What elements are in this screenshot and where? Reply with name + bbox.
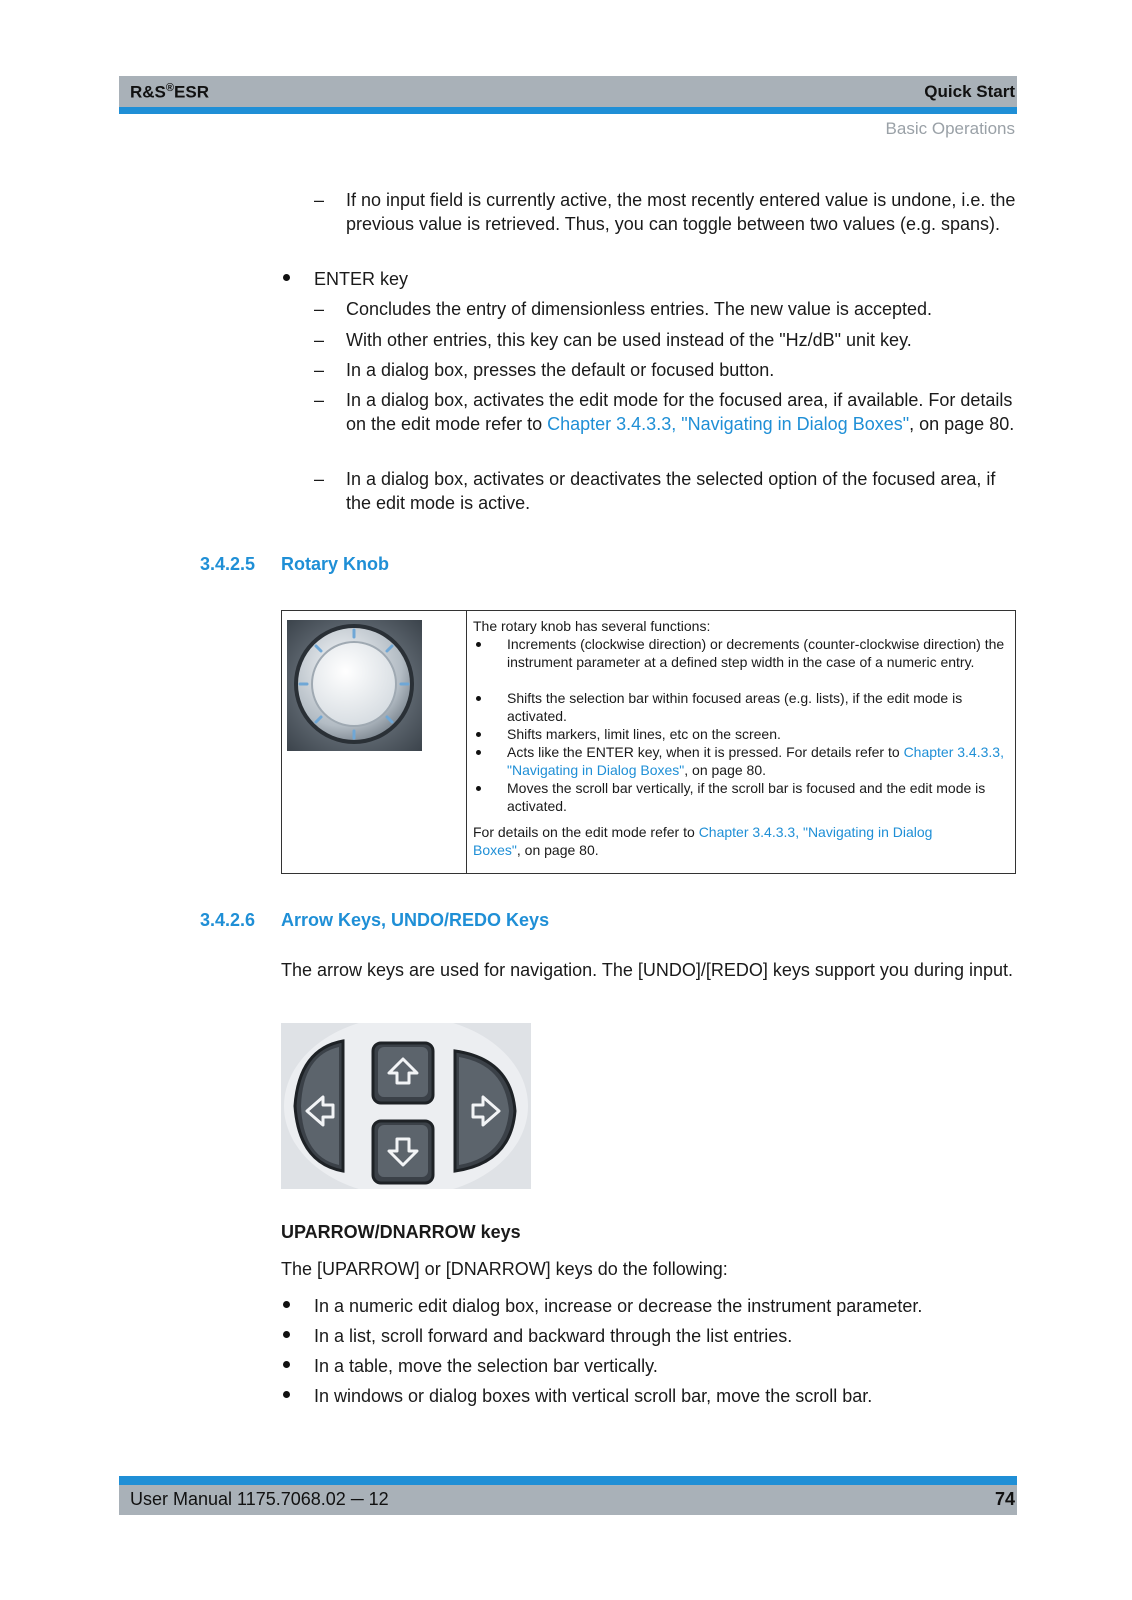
rotary-knob-table (281, 610, 1016, 874)
list-item: Concludes the entry of dimensionless entries. The new value is accepted. (346, 299, 932, 319)
dash-marker: – (314, 330, 325, 350)
dash-marker: – (314, 299, 325, 319)
chapter-link[interactable]: Chapter 3.4.3.3, "Navigating in Dialog Boxes" (473, 824, 933, 858)
chapter-link[interactable]: Chapter 3.4.3.3, "Navigating in Dialog Boxes" (507, 744, 1004, 778)
list-item: In a table, move the selection bar vertically. (314, 1356, 658, 1376)
footer-accent-line (119, 1476, 1017, 1485)
section-heading: Rotary Knob (281, 554, 389, 574)
bullet-icon (283, 1361, 290, 1368)
chapter-link[interactable]: Chapter 3.4.3.3, "Navigating in Dialog Boxes" (547, 414, 910, 434)
section-title: Quick Start (924, 82, 1015, 101)
dash-marker: – (314, 190, 325, 210)
enter-key-label: ENTER key (314, 269, 409, 289)
section-number: 3.4.2.6 (200, 910, 256, 930)
bullet-icon (476, 732, 481, 737)
arrow-keys-image (281, 1023, 531, 1189)
list-item: In a dialog box, activates or deactivates the selected option of the focused area, if the edit mode is active. (346, 469, 996, 513)
header-accent-line (119, 107, 1017, 114)
brand-label: R&S®ESR (130, 82, 209, 102)
list-item: In a dialog box, activates the edit mode for the focused area, if available. For details on the edit mode refer to Chapter 3.4.3.3, "Navigating in Dialog Boxes", on page 80. (346, 390, 1015, 434)
table-footer-note: For details on the edit mode refer to Chapter 3.4.3.3, "Navigating in Dialog Boxes", on page 80. (473, 824, 933, 858)
list-item: In a numeric edit dialog box, increase or decrease the instrument parameter. (314, 1296, 923, 1316)
bullet-icon (476, 696, 481, 701)
table-intro: The rotary knob has several functions: (473, 618, 711, 634)
section-number: 3.4.2.5 (200, 554, 256, 574)
bullet-icon (476, 786, 481, 791)
footer-manual-id: User Manual 1175.7068.02 ─ 12 (130, 1489, 389, 1509)
bullet-icon (283, 1391, 290, 1398)
bullet-icon (476, 642, 481, 647)
subsection-title: Basic Operations (885, 119, 1015, 138)
list-item: In a dialog box, presses the default or focused button. (346, 360, 775, 380)
page-number: 74 (994, 1489, 1015, 1509)
list-item: With other entries, this key can be used instead of the "Hz/dB" unit key. (346, 330, 912, 350)
header-bar (119, 76, 1017, 107)
paragraph: The [UPARROW] or [DNARROW] keys do the following: (281, 1259, 728, 1279)
list-item: In windows or dialog boxes with vertical scroll bar, move the scroll bar. (314, 1386, 873, 1406)
rotary-knob-icon (287, 620, 422, 751)
dash-marker: – (314, 360, 325, 380)
bullet-icon (476, 750, 481, 755)
bullet-icon (283, 1331, 290, 1338)
subsection-heading: UPARROW/DNARROW keys (281, 1222, 521, 1242)
dash-marker: – (314, 390, 325, 410)
table-list-item: Acts like the ENTER key, when it is pressed. For details refer to Chapter 3.4.3.3, "Navigating in Dialog Boxes", on page 80. (507, 744, 1004, 778)
list-item: If no input field is currently active, the most recently entered value is undone, i.e. the previous value is retrieved. Thus, you can toggle between two values (e.g. spans). (346, 190, 1016, 234)
bullet-icon (283, 1301, 290, 1308)
table-list-item: Moves the scroll bar vertically, if the scroll bar is focused and the edit mode is activated. (507, 780, 986, 814)
section-heading: Arrow Keys, UNDO/REDO Keys (281, 910, 550, 930)
paragraph: The arrow keys are used for navigation. The [UNDO]/[REDO] keys support you during input. (281, 960, 1014, 980)
list-item: In a list, scroll forward and backward through the list entries. (314, 1326, 793, 1346)
table-list-item: Increments (clockwise direction) or decrements (counter-clockwise direction) the instrument parameter at a defined step width in the case of a numeric entry. (507, 636, 1005, 670)
bullet-icon (283, 274, 290, 281)
dash-marker: – (314, 469, 325, 489)
table-list-item: Shifts the selection bar within focused areas (e.g. lists), if the edit mode is activated. (507, 690, 963, 724)
table-divider (466, 611, 467, 873)
table-list-item: Shifts markers, limit lines, etc on the screen. (507, 726, 781, 742)
